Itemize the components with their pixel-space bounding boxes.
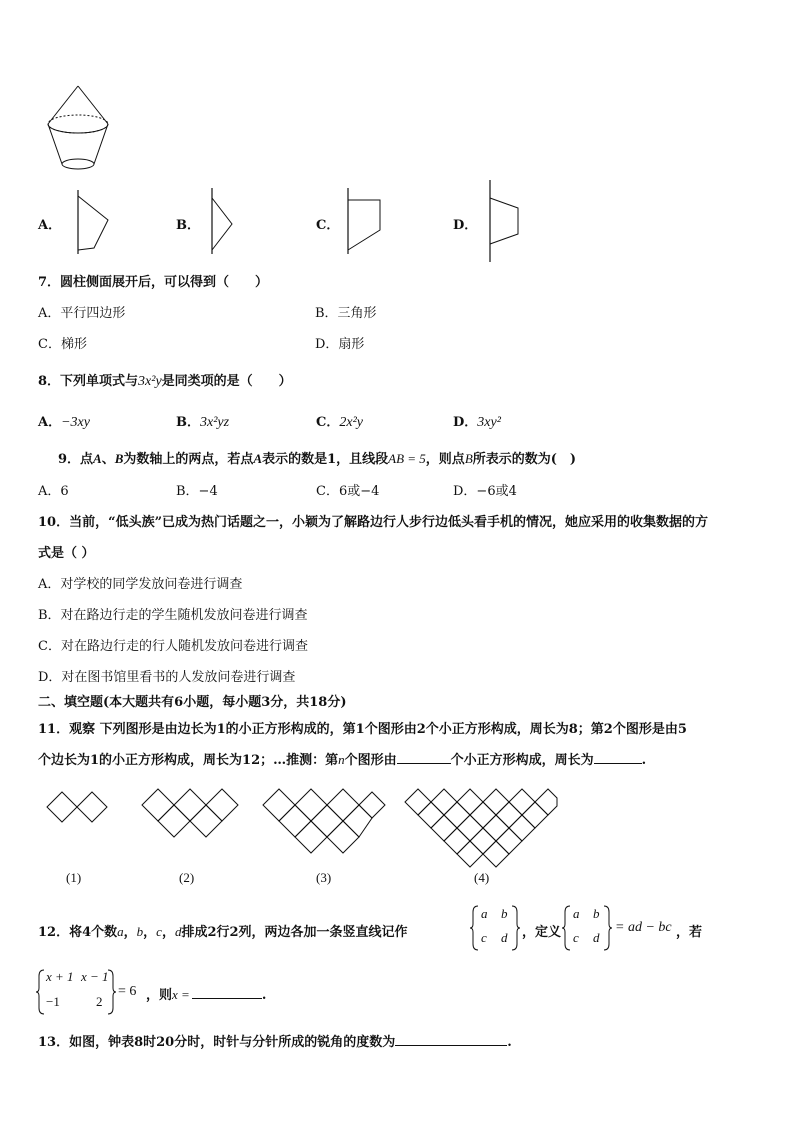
q10-option-a[interactable]: A．对学校的同学发放问卷进行调查 [38, 577, 243, 592]
q6-option-c-figure [340, 186, 390, 256]
q6-option-b-figure [202, 186, 242, 256]
q11-line1: 11．观察 下列图形是由边长为1的小正方形构成的，第1个图形由2个小正方形构成，周长为8；第2个图形是由5 [38, 722, 687, 737]
q12-if-label: ，若 [676, 925, 703, 940]
q12-notation-a: a [481, 906, 488, 921]
q6-option-d-figure [482, 178, 532, 264]
q9-option-d[interactable]: D．−6或4 [453, 484, 517, 499]
q8-option-b[interactable]: B．3x²yz [176, 415, 230, 430]
q11-figure-4 [402, 786, 560, 870]
q8-stem-post: 是同类项的是（ ） [161, 374, 292, 389]
q12-equation-m21: −1 [46, 994, 60, 1009]
q8-stem-math: 3x²y [138, 374, 162, 389]
q8-option-a[interactable]: A．−3xy [38, 415, 90, 430]
q8-stem-pre: 8．下列单项式与 [38, 374, 139, 389]
q12-definition-b: b [593, 906, 600, 921]
q10-option-c[interactable]: C．对在路边行走的行人随机发放问卷进行调查 [38, 639, 308, 654]
q7-stem: 7．圆柱侧面展开后，可以得到（ ） [38, 275, 269, 290]
q12-notation-d: d [501, 930, 508, 945]
q8-option-d[interactable]: D．3xy² [453, 415, 501, 430]
q12-definition-formula: = ad − bc [615, 920, 672, 935]
q6-solid-figure [40, 80, 120, 180]
q13-stem: 13．如图，钟表8时20分时，时针与分针所成的锐角的度数为 . [38, 1035, 512, 1050]
q6-option-a-label[interactable]: A． [38, 218, 62, 233]
q12-equation-m12: x − 1 [81, 969, 109, 984]
q11-figure-1-label: (1) [66, 870, 82, 885]
q7-option-b[interactable]: B．三角形 [315, 306, 377, 321]
q8-option-c[interactable]: C．2x²y [316, 415, 363, 430]
q10-option-d[interactable]: D．对在图书馆里看书的人发放问卷进行调查 [38, 670, 296, 685]
q6-option-d-label[interactable]: D． [453, 218, 478, 233]
q9-option-c[interactable]: C．6或−4 [316, 484, 380, 499]
q11-blank-count[interactable] [397, 751, 451, 764]
q12-definition-brace [562, 904, 612, 952]
q6-option-b-label[interactable]: B． [176, 218, 200, 233]
q12-definition-c: c [573, 930, 579, 945]
q11-figure-2-label: (2) [179, 870, 195, 885]
q11-figure-4-label: (4) [474, 870, 490, 885]
q13-blank-angle[interactable] [395, 1033, 507, 1046]
q11-figure-2 [138, 786, 240, 842]
q12-definition-a: a [573, 906, 580, 921]
q6-option-a-figure [66, 186, 116, 256]
q12-definition-d: d [593, 930, 600, 945]
q12-notation-c: c [481, 930, 487, 945]
q11-line2: 个边长为1的小正方形构成，周长为12；…推测：第n个图形由 个小正方形构成，周长为 . [38, 752, 647, 768]
q12-equation-m22: 2 [96, 994, 103, 1009]
q9-stem: 9．点A、B为数轴上的两点，若点A表示的数是1，且线段AB = 5，则点B所表示的数为( ) [58, 451, 577, 467]
q7-option-d[interactable]: D．扇形 [315, 337, 365, 352]
section-title: 二、填空题(本大题共有6小题，每小题3分，共18分) [38, 695, 347, 710]
q7-option-a[interactable]: A．平行四边形 [38, 306, 126, 321]
q12-equation-rhs: = 6 [118, 984, 137, 999]
q10-stem-line1: 10．当前，“低头族”已成为热门话题之一，小颖为了解路边行人步行边低头看手机的情况，她应采用的收集数据的方 [38, 515, 709, 530]
q10-option-b[interactable]: B．对在路边行走的学生随机发放问卷进行调查 [38, 608, 308, 623]
q11-figure-3-label: (3) [316, 870, 332, 885]
q11-blank-perimeter[interactable] [594, 751, 642, 764]
q12-notation-b: b [501, 906, 508, 921]
q7-option-c[interactable]: C．梯形 [38, 337, 87, 352]
q12-answer-line: ，则x = . [146, 987, 267, 1003]
q11-figure-1 [44, 790, 114, 830]
q11-figure-3 [260, 786, 390, 860]
q8-stem [38, 370, 292, 390]
q12-equation-m11: x + 1 [46, 969, 74, 984]
q9-option-a[interactable]: A．6 [38, 484, 69, 499]
q6-option-c-label[interactable]: C． [316, 218, 340, 233]
q9-option-b[interactable]: B．−4 [176, 484, 218, 499]
q12-define-label: ，定义 [522, 925, 562, 940]
q12-stem: 12．将4个数a，b，c，d排成2行2列，两边各加一条竖直线记作 [38, 924, 408, 940]
q12-blank-x[interactable] [192, 986, 262, 999]
q12-notation-brace [470, 904, 520, 952]
q10-stem-line2: 式是（ ） [38, 546, 95, 561]
